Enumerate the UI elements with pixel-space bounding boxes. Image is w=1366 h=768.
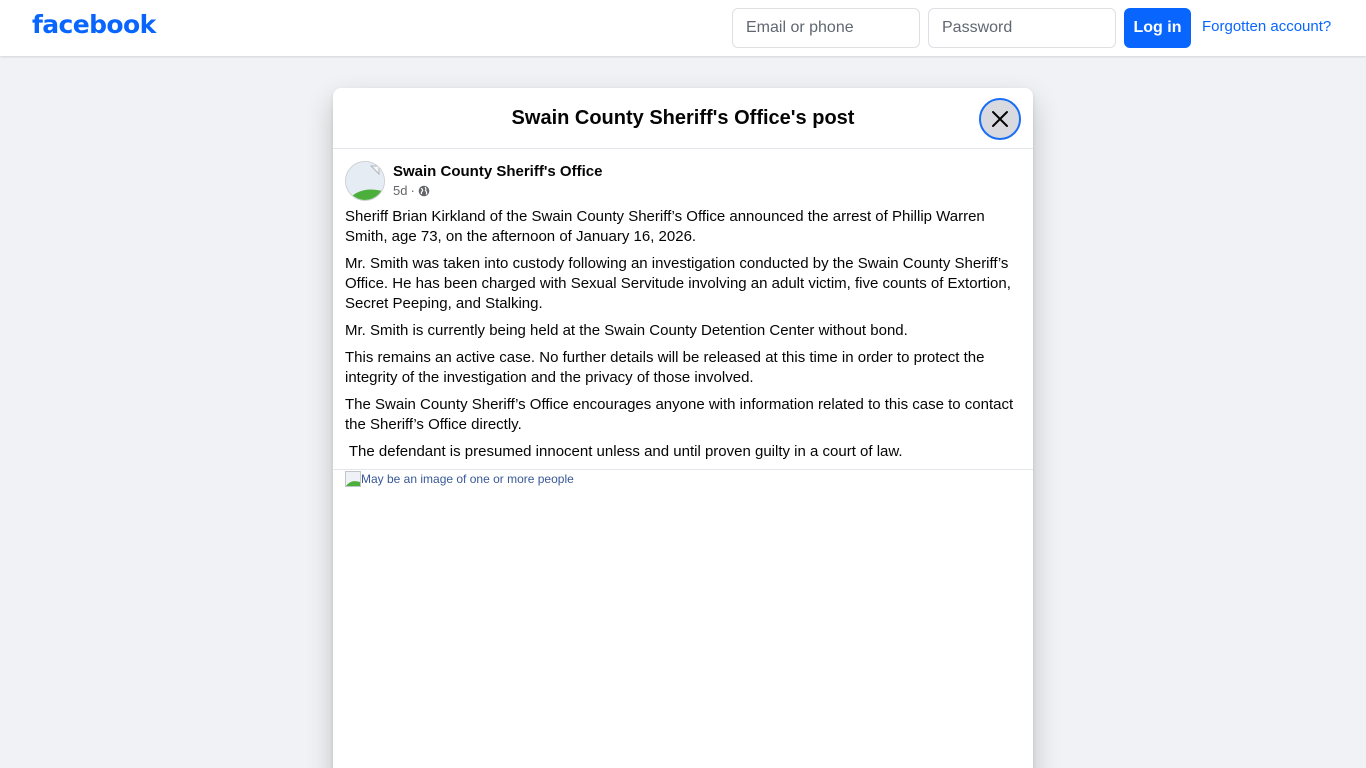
image-alt-text: May be an image of one or more people <box>361 472 574 486</box>
post-paragraph: This remains an active case. No further details will be released at this time in order to protect the integrity of the investigation and the privacy of those involved. <box>345 349 985 386</box>
dialog-header <box>333 88 1033 149</box>
post-paragraph: Mr. Smith is currently being held at the Swain County Detention Center without bond. <box>345 322 908 339</box>
password-input[interactable] <box>928 8 1116 48</box>
log-in-button[interactable]: Log in <box>1124 8 1191 48</box>
post-meta <box>393 161 602 201</box>
post-dialog <box>333 88 1033 768</box>
post-subtitle <box>393 182 602 200</box>
post-text <box>333 201 1033 462</box>
post-paragraph: Mr. Smith was taken into custody following an investigation conducted by the Swain County Sheriff’s Office. He has been charged with Sexual Servitude involving an adult victim, five counts of Extortion, Secret Peeping, and Stalking. <box>345 255 1011 312</box>
email-or-phone-input[interactable] <box>732 8 920 48</box>
meta-separator: · <box>410 183 415 198</box>
post-timestamp[interactable]: 5d <box>393 183 408 198</box>
post-image[interactable] <box>333 470 1033 488</box>
top-navigation-bar <box>0 0 1366 56</box>
post-header <box>333 149 1033 201</box>
page-avatar[interactable] <box>345 161 385 201</box>
close-button[interactable] <box>979 98 1021 140</box>
dialog-title: Swain County Sheriff's Office's post <box>511 106 855 129</box>
page-name-link[interactable]: Swain County Sheriff's Office <box>393 163 603 180</box>
post-paragraph: The defendant is presumed innocent unless and until proven guilty in a court of law. <box>345 443 903 460</box>
globe-icon <box>418 185 430 197</box>
broken-image-icon <box>346 162 385 201</box>
broken-image-icon <box>345 471 361 487</box>
post-paragraph: Sheriff Brian Kirkland of the Swain County Sheriff’s Office announced the arrest of Phillip Warren Smith, age 73, on the afternoon of January 16, 2026. <box>345 208 985 245</box>
forgotten-account-link[interactable]: Forgotten account? <box>1202 18 1332 35</box>
facebook-logo[interactable]: facebook <box>32 10 156 39</box>
close-icon <box>991 110 1009 128</box>
post-paragraph: The Swain County Sheriff’s Office encourages anyone with information related to this case to contact the Sheriff’s Office directly. <box>345 396 1014 433</box>
